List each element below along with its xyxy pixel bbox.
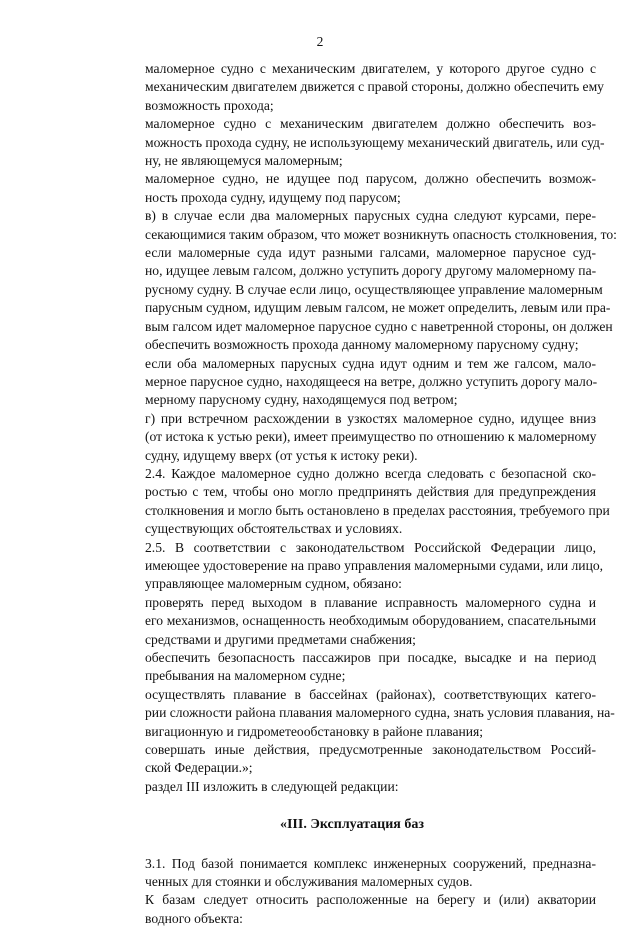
text-line: если оба маломерных парусных судна идут одним и тем же галсом, мало- <box>145 355 596 371</box>
paragraph <box>108 115 605 170</box>
text-line: ченных для стоянки и обслуживания маломерных судов. <box>145 874 473 890</box>
text-line: мерному парусному судну, находящемуся под ветром; <box>145 392 458 408</box>
text-line: проверять перед выходом в плавание исправность маломерного судна и <box>145 594 596 610</box>
text-line: но, идущее левым галсом, должно уступить дорогу другому маломерному па- <box>145 263 597 279</box>
paragraph <box>108 891 596 928</box>
text-line: обеспечить возможность прохода данному маломерному парусному судну; <box>145 337 579 353</box>
text-line: управляющее маломерным судном, обязано: <box>145 576 402 592</box>
paragraph <box>108 539 604 594</box>
paragraph <box>108 649 596 686</box>
text-line: парусным судном, идущим левым галсом, не может определить, левым или пра- <box>145 300 611 316</box>
section-heading: «III. Эксплуатация баз <box>279 817 425 833</box>
text-line: можность прохода судну, не использующему механический двигатель, или суд- <box>145 134 605 150</box>
text-line: имеющее удостоверение на право управления маломерными судами, или лицо, <box>145 557 604 573</box>
text-line: пребывания на маломерном судне; <box>145 668 346 684</box>
paragraph <box>108 855 596 892</box>
paragraph <box>108 244 613 354</box>
text-line: маломерное судно, не идущее под парусом, должно обеспечить возмож- <box>145 171 596 187</box>
text-line: раздел III изложить в следующей редакции: <box>145 778 399 794</box>
text-line: механическим двигателем движется с правой стороны, должно обеспечить ему <box>145 79 604 95</box>
text-line: в) в случае если два маломерных парусных судна следуют курсами, пере- <box>145 208 596 224</box>
text-line: рии сложности района плавания маломерного судна, знать условия плавания, на- <box>145 705 615 721</box>
text-line: обеспечить безопасность пассажиров при посадке, высадке и на период <box>145 650 596 665</box>
text-line: средствами и другими предметами снабжения; <box>145 631 416 647</box>
text-line: секающимися таким образом, что может возникнуть опасность столкновения, то: <box>145 226 617 242</box>
text-line: (от истока к устью реки), имеет преимущество по отношению к маломерному <box>145 429 597 445</box>
text-line: маломерное судно с механическим двигателем, у которого другое судно с <box>145 61 596 76</box>
text-line: возможность прохода; <box>145 97 274 113</box>
text-line: русному судну. В случае если лицо, осуществляющее управление маломерным <box>145 281 603 297</box>
text-line: осуществлять плавание в бассейнах (районах), соответствующих катего- <box>145 686 596 702</box>
text-line: маломерное судно с механическим двигателем должно обеспечить воз- <box>145 116 596 132</box>
text-line: ростью с тем, чтобы оно могло предпринять действия для предупреждения <box>145 484 596 500</box>
text-line: судну, идущему вверх (от устья к истоку реки). <box>145 447 418 463</box>
text-line: 2.4. Каждое маломерное судно должно всегда следовать с безопасной ско- <box>145 465 596 481</box>
text-line: водного объекта: <box>145 910 243 926</box>
text-line: К базам следует относить расположенные на берегу и (или) акватории <box>145 892 596 908</box>
paragraph <box>108 778 596 796</box>
text-line: 2.5. В соответствии с законодательством Российской Федерации лицо, <box>145 539 596 555</box>
text-line: столкновения и могло быть остановлено в пределах расстояния, требуемого при <box>145 502 610 518</box>
text-line: ну, не являющемуся маломерным; <box>145 153 343 169</box>
text-line: мерное парусное судно, находящееся на ветре, должно уступить дорогу мало- <box>145 373 598 389</box>
text-line: совершать иные действия, предусмотренные законодательством Россий- <box>145 742 596 758</box>
text-line: 3.1. Под базой понимается комплекс инженерных сооружений, предназна- <box>145 855 596 871</box>
text-line: г) при встречном расхождении в узкостях маломерное судно, идущее вниз <box>145 410 596 426</box>
text-line: вым галсом идет маломерное парусное судно с наветренной стороны, он должен <box>145 318 613 334</box>
text-line: ской Федерации.»; <box>145 760 253 776</box>
paragraph <box>108 594 596 649</box>
paragraph <box>108 410 596 465</box>
page-number: 2 <box>316 34 324 49</box>
paragraph <box>108 686 615 741</box>
text-line: вигационную и гидрометеообстановку в районе плавания; <box>145 723 484 739</box>
paragraph <box>108 355 596 410</box>
paragraph <box>108 170 596 207</box>
paragraph <box>108 60 604 115</box>
text-line: ность прохода судну, идущему под парусом; <box>145 189 401 205</box>
document-body <box>108 60 617 928</box>
paragraph <box>108 207 617 244</box>
paragraph <box>108 741 596 778</box>
text-line: если маломерные суда идут разными галсами, маломерное парусное суд- <box>145 245 596 261</box>
text-line: его механизмов, оснащенность необходимым оборудованием, спасательными <box>145 613 596 629</box>
text-line: существующих обстоятельствах и условиях. <box>145 521 403 537</box>
paragraph <box>108 465 610 539</box>
